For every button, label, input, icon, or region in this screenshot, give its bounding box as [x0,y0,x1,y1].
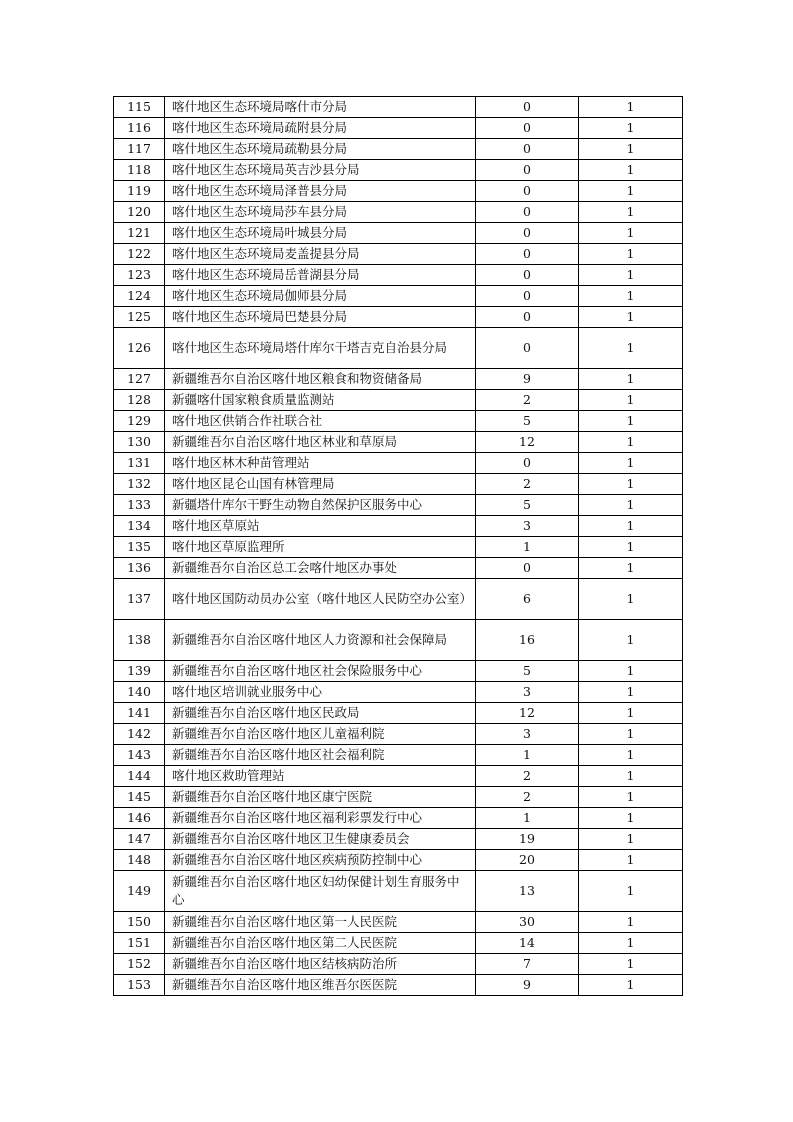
value-flag: 1 [579,474,683,495]
value-flag: 1 [579,118,683,139]
value-flag: 1 [579,537,683,558]
table-row [114,223,683,244]
table-row [114,537,683,558]
row-number: 117 [114,139,165,160]
row-number: 119 [114,181,165,202]
table-row [114,766,683,787]
value-flag: 1 [579,307,683,328]
table-row [114,286,683,307]
value-count: 2 [476,474,579,495]
value-flag: 1 [579,411,683,432]
unit-name: 新疆维吾尔自治区喀什地区林业和草原局 [165,432,476,453]
unit-name: 喀什地区供销合作社联合社 [165,411,476,432]
table-row [114,787,683,808]
value-flag: 1 [579,787,683,808]
value-flag: 1 [579,244,683,265]
unit-name: 喀什地区生态环境局巴楚县分局 [165,307,476,328]
unit-name: 喀什地区生态环境局塔什库尔干塔吉克自治县分局 [165,328,476,369]
unit-name: 新疆维吾尔自治区喀什地区疾病预防控制中心 [165,850,476,871]
table-row [114,474,683,495]
table-row [114,954,683,975]
value-count: 0 [476,307,579,328]
row-number: 142 [114,724,165,745]
table-row [114,139,683,160]
unit-name: 喀什地区草原监理所 [165,537,476,558]
value-count: 0 [476,202,579,223]
value-flag: 1 [579,829,683,850]
unit-name: 新疆维吾尔自治区喀什地区康宁医院 [165,787,476,808]
units-table-body [114,97,683,996]
table-row [114,118,683,139]
value-count: 0 [476,181,579,202]
table-row [114,661,683,682]
table-row [114,871,683,912]
unit-name: 新疆维吾尔自治区喀什地区妇幼保健计划生育服务中心 [165,871,476,912]
value-count: 1 [476,808,579,829]
table-row [114,328,683,369]
value-count: 7 [476,954,579,975]
unit-name: 喀什地区生态环境局喀什市分局 [165,97,476,118]
row-number: 140 [114,682,165,703]
table-row [114,975,683,996]
row-number: 151 [114,933,165,954]
row-number: 128 [114,390,165,411]
unit-name: 喀什地区生态环境局泽普县分局 [165,181,476,202]
unit-name: 新疆维吾尔自治区喀什地区民政局 [165,703,476,724]
row-number: 127 [114,369,165,390]
value-flag: 1 [579,682,683,703]
row-number: 131 [114,453,165,474]
row-number: 122 [114,244,165,265]
value-count: 1 [476,745,579,766]
unit-name: 新疆维吾尔自治区喀什地区福利彩票发行中心 [165,808,476,829]
row-number: 134 [114,516,165,537]
unit-name: 新疆维吾尔自治区喀什地区粮食和物资储备局 [165,369,476,390]
value-count: 9 [476,369,579,390]
unit-name: 喀什地区生态环境局英吉沙县分局 [165,160,476,181]
value-flag: 1 [579,495,683,516]
value-flag: 1 [579,766,683,787]
unit-name: 喀什地区生态环境局岳普湖县分局 [165,265,476,286]
table-row [114,97,683,118]
table-row [114,453,683,474]
value-count: 3 [476,682,579,703]
value-count: 30 [476,912,579,933]
value-flag: 1 [579,390,683,411]
unit-name: 喀什地区生态环境局伽师县分局 [165,286,476,307]
units-table [113,96,683,996]
value-count: 1 [476,537,579,558]
unit-name: 新疆塔什库尔干野生动物自然保护区服务中心 [165,495,476,516]
document-page [113,96,682,996]
value-count: 6 [476,579,579,620]
value-count: 5 [476,661,579,682]
row-number: 145 [114,787,165,808]
value-count: 0 [476,244,579,265]
value-flag: 1 [579,286,683,307]
unit-name: 喀什地区国防动员办公室（喀什地区人民防空办公室） [165,579,476,620]
value-count: 0 [476,265,579,286]
table-row [114,307,683,328]
row-number: 120 [114,202,165,223]
value-flag: 1 [579,202,683,223]
unit-name: 喀什地区昆仑山国有林管理局 [165,474,476,495]
table-row [114,620,683,661]
value-flag: 1 [579,432,683,453]
row-number: 118 [114,160,165,181]
unit-name: 喀什地区林木种苗管理站 [165,453,476,474]
value-flag: 1 [579,975,683,996]
value-count: 5 [476,495,579,516]
value-flag: 1 [579,808,683,829]
row-number: 137 [114,579,165,620]
value-count: 0 [476,118,579,139]
row-number: 139 [114,661,165,682]
row-number: 116 [114,118,165,139]
value-count: 9 [476,975,579,996]
unit-name: 新疆维吾尔自治区喀什地区社会福利院 [165,745,476,766]
value-flag: 1 [579,703,683,724]
table-row [114,181,683,202]
row-number: 152 [114,954,165,975]
value-count: 0 [476,328,579,369]
row-number: 115 [114,97,165,118]
value-count: 12 [476,703,579,724]
value-count: 5 [476,411,579,432]
unit-name: 喀什地区培训就业服务中心 [165,682,476,703]
unit-name: 新疆维吾尔自治区喀什地区维吾尔医医院 [165,975,476,996]
unit-name: 新疆维吾尔自治区喀什地区卫生健康委员会 [165,829,476,850]
row-number: 143 [114,745,165,766]
table-row [114,745,683,766]
value-count: 0 [476,558,579,579]
value-flag: 1 [579,912,683,933]
table-row [114,411,683,432]
table-row [114,390,683,411]
value-flag: 1 [579,181,683,202]
row-number: 146 [114,808,165,829]
value-count: 0 [476,223,579,244]
table-row [114,516,683,537]
value-count: 0 [476,97,579,118]
value-count: 14 [476,933,579,954]
table-row [114,808,683,829]
table-row [114,558,683,579]
unit-name: 喀什地区生态环境局疏附县分局 [165,118,476,139]
row-number: 126 [114,328,165,369]
value-flag: 1 [579,850,683,871]
table-row [114,912,683,933]
row-number: 150 [114,912,165,933]
row-number: 121 [114,223,165,244]
value-count: 2 [476,787,579,808]
row-number: 141 [114,703,165,724]
unit-name: 喀什地区救助管理站 [165,766,476,787]
value-count: 19 [476,829,579,850]
row-number: 153 [114,975,165,996]
table-row [114,244,683,265]
value-count: 0 [476,286,579,307]
row-number: 125 [114,307,165,328]
unit-name: 喀什地区草原站 [165,516,476,537]
value-count: 0 [476,453,579,474]
table-row [114,703,683,724]
table-row [114,202,683,223]
table-row [114,724,683,745]
value-count: 12 [476,432,579,453]
value-flag: 1 [579,954,683,975]
value-flag: 1 [579,139,683,160]
unit-name: 新疆维吾尔自治区喀什地区第一人民医院 [165,912,476,933]
value-flag: 1 [579,453,683,474]
value-flag: 1 [579,558,683,579]
row-number: 133 [114,495,165,516]
value-count: 2 [476,390,579,411]
row-number: 124 [114,286,165,307]
value-flag: 1 [579,724,683,745]
unit-name: 新疆维吾尔自治区喀什地区第二人民医院 [165,933,476,954]
unit-name: 新疆喀什国家粮食质量监测站 [165,390,476,411]
value-flag: 1 [579,516,683,537]
row-number: 148 [114,850,165,871]
value-count: 2 [476,766,579,787]
value-flag: 1 [579,871,683,912]
unit-name: 新疆维吾尔自治区喀什地区结核病防治所 [165,954,476,975]
value-flag: 1 [579,97,683,118]
value-flag: 1 [579,620,683,661]
table-row [114,432,683,453]
row-number: 130 [114,432,165,453]
value-count: 0 [476,160,579,181]
row-number: 136 [114,558,165,579]
value-flag: 1 [579,579,683,620]
unit-name: 喀什地区生态环境局叶城县分局 [165,223,476,244]
value-count: 3 [476,516,579,537]
row-number: 135 [114,537,165,558]
row-number: 147 [114,829,165,850]
value-flag: 1 [579,160,683,181]
table-row [114,850,683,871]
value-count: 13 [476,871,579,912]
value-count: 0 [476,139,579,160]
unit-name: 新疆维吾尔自治区喀什地区儿童福利院 [165,724,476,745]
value-flag: 1 [579,223,683,244]
table-row [114,579,683,620]
unit-name: 新疆维吾尔自治区喀什地区社会保险服务中心 [165,661,476,682]
unit-name: 新疆维吾尔自治区总工会喀什地区办事处 [165,558,476,579]
table-row [114,682,683,703]
value-flag: 1 [579,369,683,390]
value-flag: 1 [579,661,683,682]
row-number: 138 [114,620,165,661]
table-row [114,933,683,954]
table-row [114,829,683,850]
table-row [114,369,683,390]
value-count: 3 [476,724,579,745]
value-flag: 1 [579,328,683,369]
row-number: 129 [114,411,165,432]
value-flag: 1 [579,745,683,766]
unit-name: 喀什地区生态环境局麦盖提县分局 [165,244,476,265]
row-number: 149 [114,871,165,912]
value-flag: 1 [579,933,683,954]
value-count: 20 [476,850,579,871]
table-row [114,160,683,181]
row-number: 123 [114,265,165,286]
value-flag: 1 [579,265,683,286]
value-count: 16 [476,620,579,661]
unit-name: 喀什地区生态环境局疏勒县分局 [165,139,476,160]
unit-name: 新疆维吾尔自治区喀什地区人力资源和社会保障局 [165,620,476,661]
row-number: 132 [114,474,165,495]
row-number: 144 [114,766,165,787]
table-row [114,495,683,516]
unit-name: 喀什地区生态环境局莎车县分局 [165,202,476,223]
table-row [114,265,683,286]
